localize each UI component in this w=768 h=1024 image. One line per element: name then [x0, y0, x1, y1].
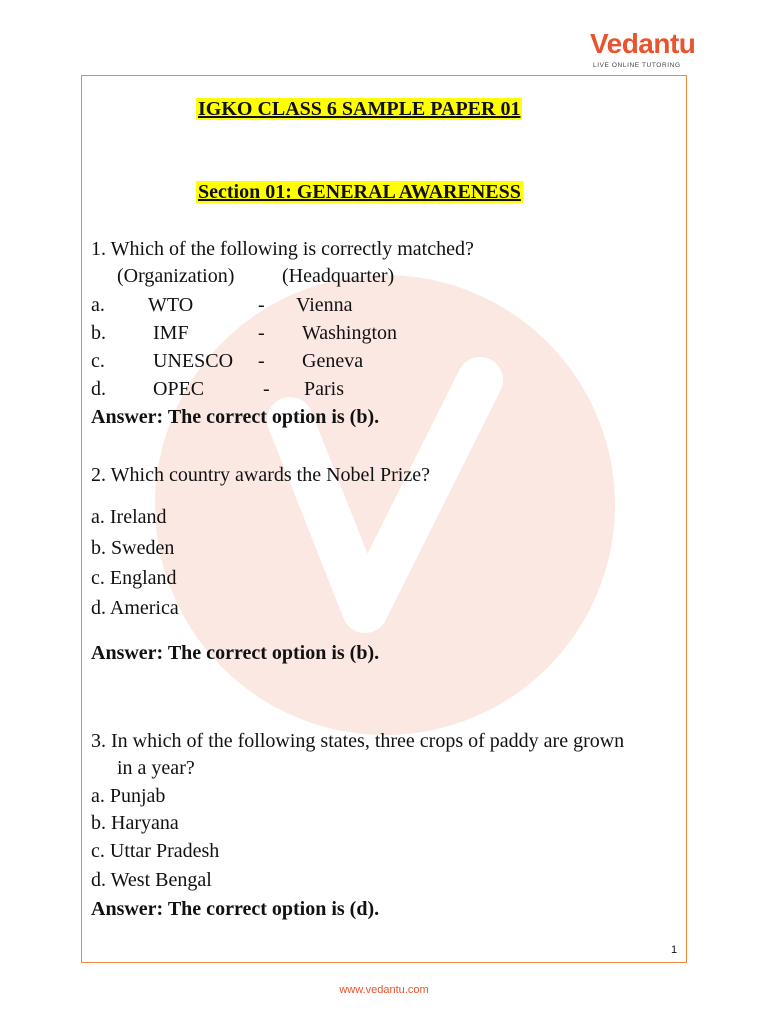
q1-option-sep: -	[258, 322, 265, 344]
q1-col-organization: (Organization)	[117, 265, 235, 287]
q1-option-org: WTO	[148, 294, 194, 316]
logo-wordmark: Vedantu	[590, 28, 696, 59]
q3-option: d. West Bengal	[91, 869, 212, 891]
q1-option-hq: Paris	[304, 378, 344, 400]
q1-option-sep: -	[258, 294, 265, 316]
q1-option-org: OPEC	[153, 378, 205, 400]
q1-option-letter: d.	[91, 378, 106, 400]
q3-option: b. Haryana	[91, 812, 179, 834]
q3-question-continued: in a year?	[117, 757, 195, 779]
q1-option-letter: c.	[91, 350, 105, 372]
logo-tagline: LIVE ONLINE TUTORING	[593, 62, 681, 69]
q2-answer: Answer: The correct option is (b).	[91, 642, 380, 664]
q3-option: a. Punjab	[91, 785, 166, 807]
q3-option: c. Uttar Pradesh	[91, 840, 220, 862]
q2-option: c. England	[91, 567, 177, 589]
section-heading: Section 01: GENERAL AWARENESS	[198, 181, 521, 203]
q1-option-sep: -	[258, 350, 265, 372]
vedantu-logo	[590, 28, 720, 72]
q2-question: 2. Which country awards the Nobel Prize?	[91, 464, 430, 486]
q1-option-letter: a.	[91, 294, 105, 316]
page-number: 1	[671, 944, 678, 956]
q1-option-hq: Vienna	[296, 294, 353, 316]
q1-col-headquarter: (Headquarter)	[282, 265, 395, 287]
q1-option-hq: Geneva	[302, 350, 364, 372]
q2-option: a. Ireland	[91, 506, 167, 528]
q2-option: d. America	[91, 597, 179, 619]
paper-title: IGKO CLASS 6 SAMPLE PAPER 01	[198, 98, 521, 120]
q1-option-org: UNESCO	[153, 350, 234, 372]
q2-option: b. Sweden	[91, 537, 175, 559]
q1-question: 1. Which of the following is correctly matched?	[91, 238, 474, 260]
q1-option-hq: Washington	[302, 322, 398, 344]
q1-answer: Answer: The correct option is (b).	[91, 406, 380, 428]
q1-option-org: IMF	[153, 322, 189, 344]
footer-url[interactable]: www.vedantu.com	[339, 984, 429, 996]
q1-option-sep: -	[263, 378, 270, 400]
q1-option-letter: b.	[91, 322, 106, 344]
q3-answer: Answer: The correct option is (d).	[91, 898, 380, 920]
q3-question: 3. In which of the following states, three crops of paddy are grown	[91, 730, 625, 752]
